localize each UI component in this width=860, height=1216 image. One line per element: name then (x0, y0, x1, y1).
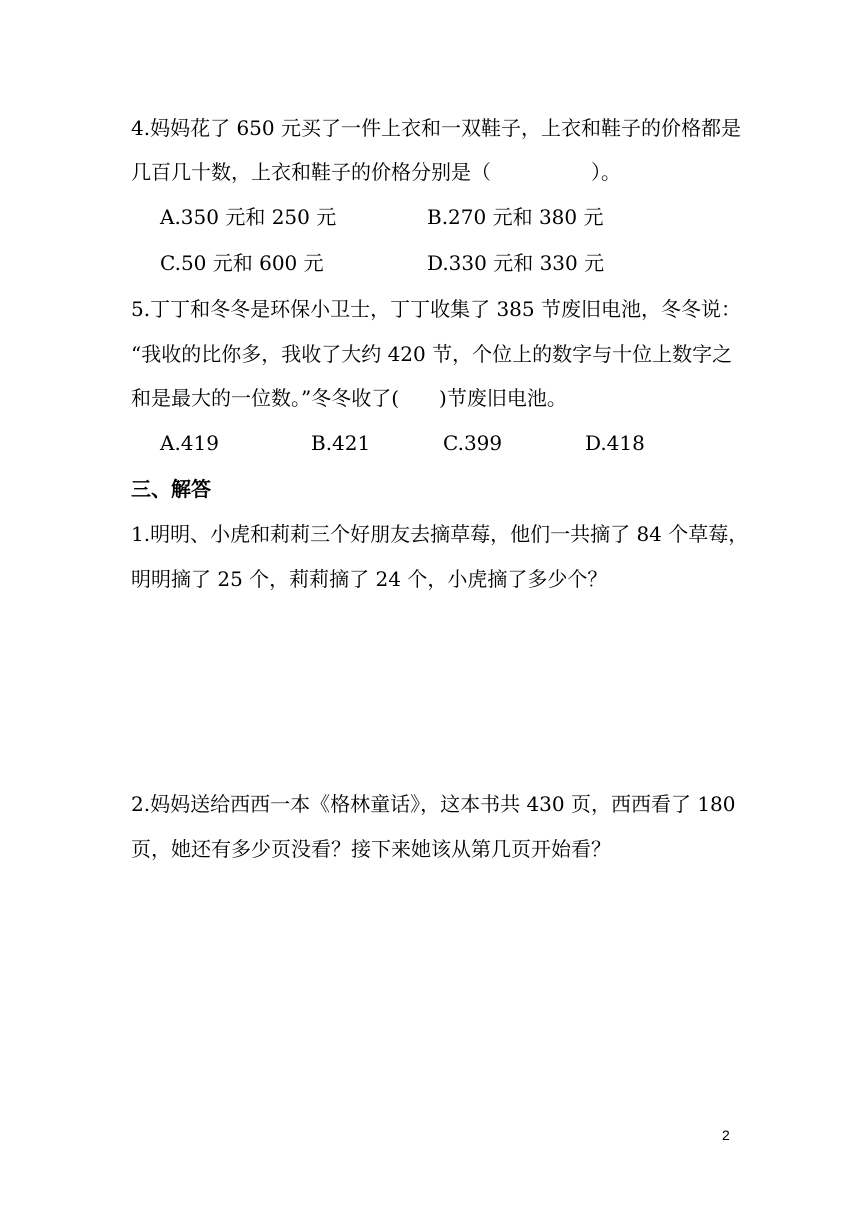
q5-option-d: D.418 (585, 431, 645, 455)
q4-option-c: C.50 元和 600 元 (160, 251, 324, 275)
problem-1-line-1: 1.明明、小虎和莉莉三个好朋友去摘草莓，他们一共摘了 84 个草莓， (131, 522, 749, 546)
q5-line-2: “我收的比你多，我收了大约 420 节，个位上的数字与十位上数字之 (131, 342, 733, 366)
q5-line-1: 5.丁丁和冬冬是环保小卫士，丁丁收集了 385 节废旧电池，冬冬说： (131, 297, 741, 321)
q5-option-b: B.421 (311, 431, 371, 455)
page-number: 2 (722, 1127, 730, 1143)
q5-option-a: A.419 (160, 431, 219, 455)
q5-line-3: 和是最大的一位数。”冬冬收了( )节废旧电池。 (131, 386, 567, 410)
q4-option-a: A.350 元和 250 元 (160, 205, 337, 229)
q4-option-d: D.330 元和 330 元 (427, 251, 605, 275)
section-heading: 三、解答 (131, 477, 211, 501)
problem-2-line-1: 2.妈妈送给西西一本《格林童话》，这本书共 430 页，西西看了 180 (131, 792, 736, 816)
problem-2-line-2: 页，她还有多少页没看？接下来她该从第几页开始看？ (131, 837, 611, 861)
q4-line-1: 4.妈妈花了 650 元买了一件上衣和一双鞋子，上衣和鞋子的价格都是 (131, 116, 741, 140)
q5-option-c: C.399 (443, 431, 503, 455)
problem-1-line-2: 明明摘了 25 个，莉莉摘了 24 个，小虎摘了多少个？ (131, 567, 608, 591)
q4-line-2: 几百几十数，上衣和鞋子的价格分别是（ ）。 (131, 160, 621, 184)
q4-option-b: B.270 元和 380 元 (427, 205, 604, 229)
